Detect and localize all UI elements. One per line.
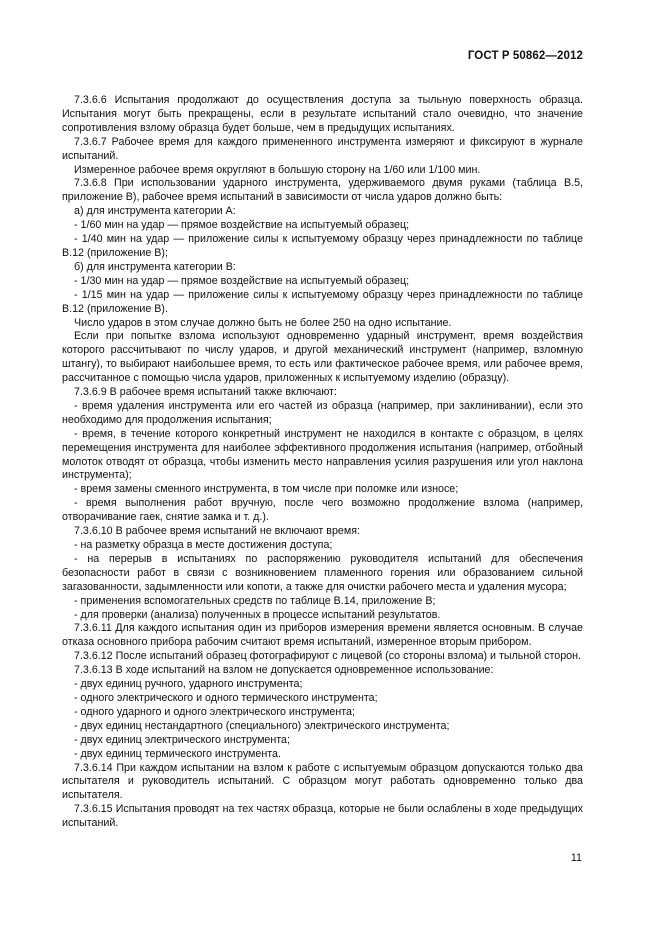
paragraph: 7.3.6.13 В ходе испытаний на взлом не допускается одновременное использование:	[74, 664, 494, 677]
paragraph: 7.3.6.9 В рабочее время испытаний также включают:	[74, 386, 337, 399]
paragraph: - одного ударного и одного электрического инструмента;	[74, 705, 355, 718]
paragraph: - время замены сменного инструмента, в том числе при поломке или износе;	[74, 483, 459, 496]
paragraph: 7.3.6.12 После испытаний образец фотографируют с лицевой (со стороны взлома) и тыльной сторон.	[74, 650, 581, 663]
paragraph: - для проверки (анализа) полученных в процессе испытаний результатов.	[74, 608, 441, 621]
paragraph: Число ударов в этом случае должно быть не более 250 на одно испытание.	[74, 316, 452, 329]
page-number: 11	[570, 852, 582, 864]
paragraph: Измеренное рабочее время округляют в большую сторону на 1/60 или 1/100 мин.	[74, 163, 481, 176]
paragraph: - применения вспомогательных средств по таблице В.14, приложение В;	[74, 594, 436, 607]
paragraph: 7.3.6.11 Для каждого испытания один из приборов измерения времени является основным. В случае отказа основного прибора рабочим считают время испытаний, измеренное вторым прибором.	[62, 622, 583, 649]
paragraph: 7.3.6.14 При каждом испытании на взлом к работе с испытуемым образцом допускаются только два испытателя и руководитель испытаний. С образцом могут работать одновременно только два испытателя.	[62, 761, 583, 802]
paragraph: - 1/60 мин на удар — прямое воздействие на испытуемый образец;	[74, 219, 410, 232]
paragraph: - время выполнения работ вручную, после чего возможно продолжение взлома (например, отворачивание гаек, снятие замка и т. д.).	[62, 497, 583, 524]
paragraph: - 1/30 мин на удар — прямое воздействие на испытуемый образец;	[74, 274, 410, 287]
paragraph: - двух единиц ручного, ударного инструмента;	[74, 678, 303, 691]
paragraph: - на разметку образца в месте достижения доступа;	[74, 539, 333, 551]
paragraph: 7.3.6.10 В рабочее время испытаний не включают время:	[74, 525, 360, 538]
paragraph: - время, в течение которого конкретный инструмент не находился в контакте с образцом, в целях перемещения инструмента для наиболее эффективного продолжения испытания (например, отбойный молоток отводят от образца, чтобы изменить место направления усилия разрушения или угол наклона инструмента);	[62, 427, 583, 482]
paragraph: - 1/15 мин на удар — приложение силы к испытуемому образцу через принадлежности по таблице В.12 (приложение В).	[62, 288, 583, 315]
paragraph: - двух единиц термического инструмента.	[74, 747, 281, 760]
document-body	[62, 94, 583, 831]
paragraph: - двух единиц нестандартного (специального) электрического инструмента;	[74, 719, 450, 732]
paragraph: а) для инструмента категории А:	[74, 205, 236, 218]
paragraph: 7.3.6.15 Испытания проводят на тех частях образца, которые не были ослаблены в ходе предыдущих испытаний.	[62, 803, 583, 830]
paragraph: б) для инструмента категории В:	[74, 260, 236, 273]
paragraph: - 1/40 мин на удар — приложение силы к испытуемому образцу через принадлежности по таблице В.12 (приложение В);	[62, 233, 583, 259]
paragraph: - одного электрического и одного термического инструмента;	[74, 691, 378, 704]
paragraph: 7.3.6.6 Испытания продолжают до осуществления доступа за тыльную поверхность образца. Испытания могут быть прекращены, если в результате испытаний стало очевидно, что значение сопротивления взлому образца будет больше, чем в предыдущих испытаниях.	[62, 94, 583, 134]
document-header-id: ГОСТ Р 50862—2012	[467, 50, 583, 62]
paragraph: Если при попытке взлома используют одновременно ударный инструмент, время воздействия которого рассчитывают по числу ударов, и другой механический инструмент (например, взломную штангу), то выбирают наибольшее время, то есть или фактическое рабочее время, или рабочее время, рассчитанное с помощью числа ударов, приложенных к испытуемому изделию (образцу).	[62, 330, 583, 385]
paragraph: 7.3.6.8 При использовании ударного инструмента, удерживаемого двумя руками (таблица В.5, приложение В), рабочее время испытаний в зависимости от числа ударов должно быть:	[62, 177, 583, 204]
paragraph: - на перерыв в испытаниях по распоряжению руководителя испытаний для обеспечения безопасности работ в связи с возникновением пламенного горения или образованием сильной загазованности, задымленности или копоти, а также для очистки рабочего места и удаления мусора;	[62, 552, 583, 593]
paragraph: 7.3.6.7 Рабочее время для каждого примененного инструмента измеряют и фиксируют в журнале испытаний.	[62, 135, 583, 162]
paragraph: - время удаления инструмента или его частей из образца (например, при заклинивании), если это необходимо для продолжения испытания;	[62, 399, 583, 426]
paragraph: - двух единиц электрического инструмента;	[74, 733, 290, 746]
